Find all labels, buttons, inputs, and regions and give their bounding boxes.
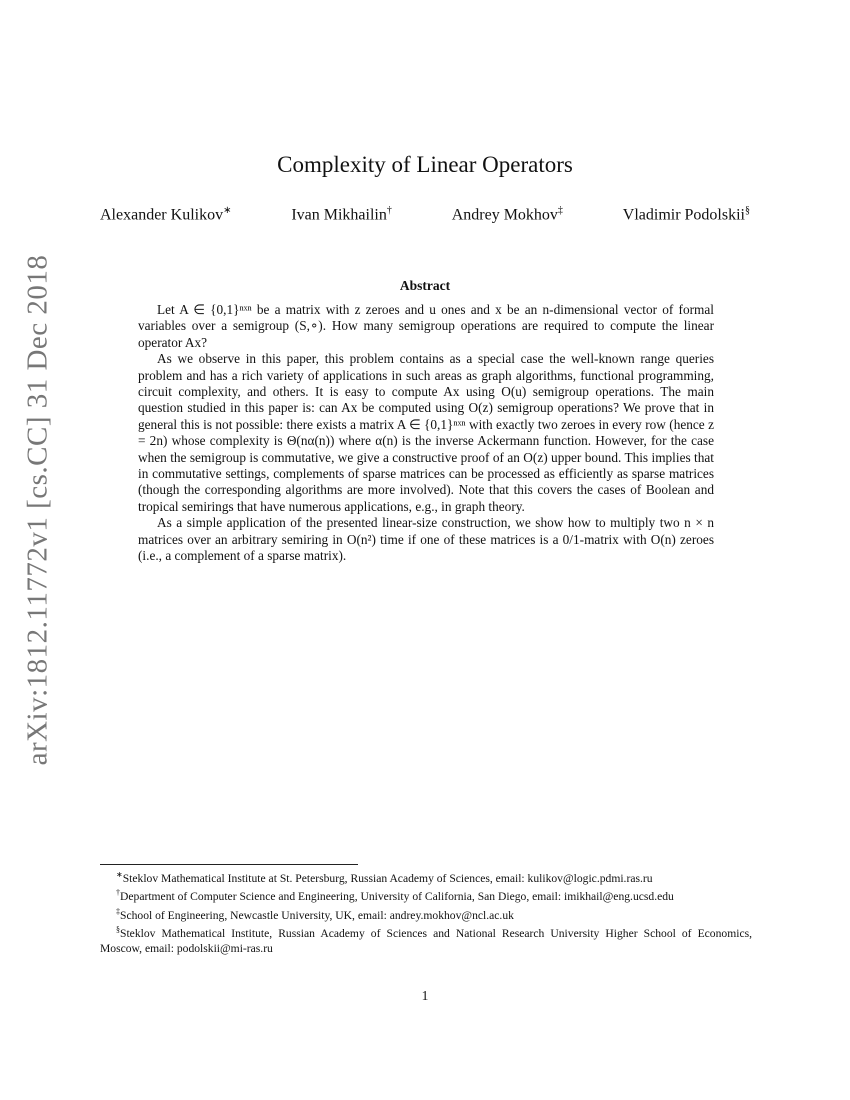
page-number: 1 bbox=[421, 988, 429, 1003]
arxiv-identifier: arXiv:1812.11772v1 [cs.CC] 31 Dec 2018 bbox=[21, 254, 54, 766]
footnote-rule bbox=[100, 864, 358, 865]
footnote: ∗Steklov Mathematical Institute at St. Petersburg, Russian Academy of Sciences, email: kulikov@logic.pdmi.ras.ru bbox=[116, 870, 653, 885]
footnote: §Steklov Mathematical Institute, Russian Academy of Sciences and National Research University Higher School of Economics, Moscow, email: podolskii@mi-ras.ru bbox=[100, 925, 752, 955]
abstract-paragraph: As a simple application of the presented linear-size construction, we show how to multiply two n × n matrices over an arbitrary semiring in O(n²) time if one of these matrices is a 0/1-matrix with O(n) zeroes (i.e., a complement of a sparse matrix). bbox=[138, 515, 714, 564]
author: Ivan Mikhailin† bbox=[291, 205, 392, 224]
author: Andrey Mokhov‡ bbox=[451, 205, 563, 224]
author: Vladimir Podolskii§ bbox=[622, 205, 750, 224]
abstract-body bbox=[138, 302, 714, 565]
author-list bbox=[100, 205, 750, 224]
abstract-paragraph: Let A ∈ {0,1}ⁿˣⁿ be a matrix with z zeroes and u ones and x be an n-dimensional vector of formal variables over a semigroup (S,∘). How many semigroup operations are required to compute the linear operator Ax? bbox=[138, 302, 714, 350]
author: Alexander Kulikov∗ bbox=[100, 205, 232, 224]
footnote: †Department of Computer Science and Engineering, University of California, San Diego, email: imikhail@eng.ucsd.edu bbox=[116, 888, 674, 904]
footnote: ‡School of Engineering, Newcastle University, UK, email: andrey.mokhov@ncl.ac.uk bbox=[116, 906, 514, 922]
paper-title: Complexity of Linear Operators bbox=[277, 152, 573, 177]
abstract-paragraph: As we observe in this paper, this problem contains as a special case the well-known range queries problem and has a rich variety of applications in such areas as graph algorithms, functional programming, circuit complexity, and others. It is easy to compute Ax using O(u) semigroup operations. The main question studied in this paper is: can Ax be computed using O(z) semigroup operations? We prove that in general this is not possible: there exists a matrix A ∈ {0,1}ⁿˣⁿ with exactly two zeroes in every row (hence z = 2n) whose complexity is Θ(nα(n)) where α(n) is the inverse Ackermann function. However, for the case when the semigroup is commutative, we give a constructive proof of an O(z) upper bound. This implies that in commutative settings, complements of sparse matrices can be processed as efficiently as sparse matrices (though the corresponding algorithms are more involved). Note that this covers the cases of Boolean and tropical semirings that have numerous applications, e.g., in graph theory. bbox=[138, 351, 714, 514]
footnotes bbox=[100, 868, 752, 956]
arxiv-sidebar bbox=[20, 254, 56, 766]
abstract-heading: Abstract bbox=[399, 278, 451, 293]
